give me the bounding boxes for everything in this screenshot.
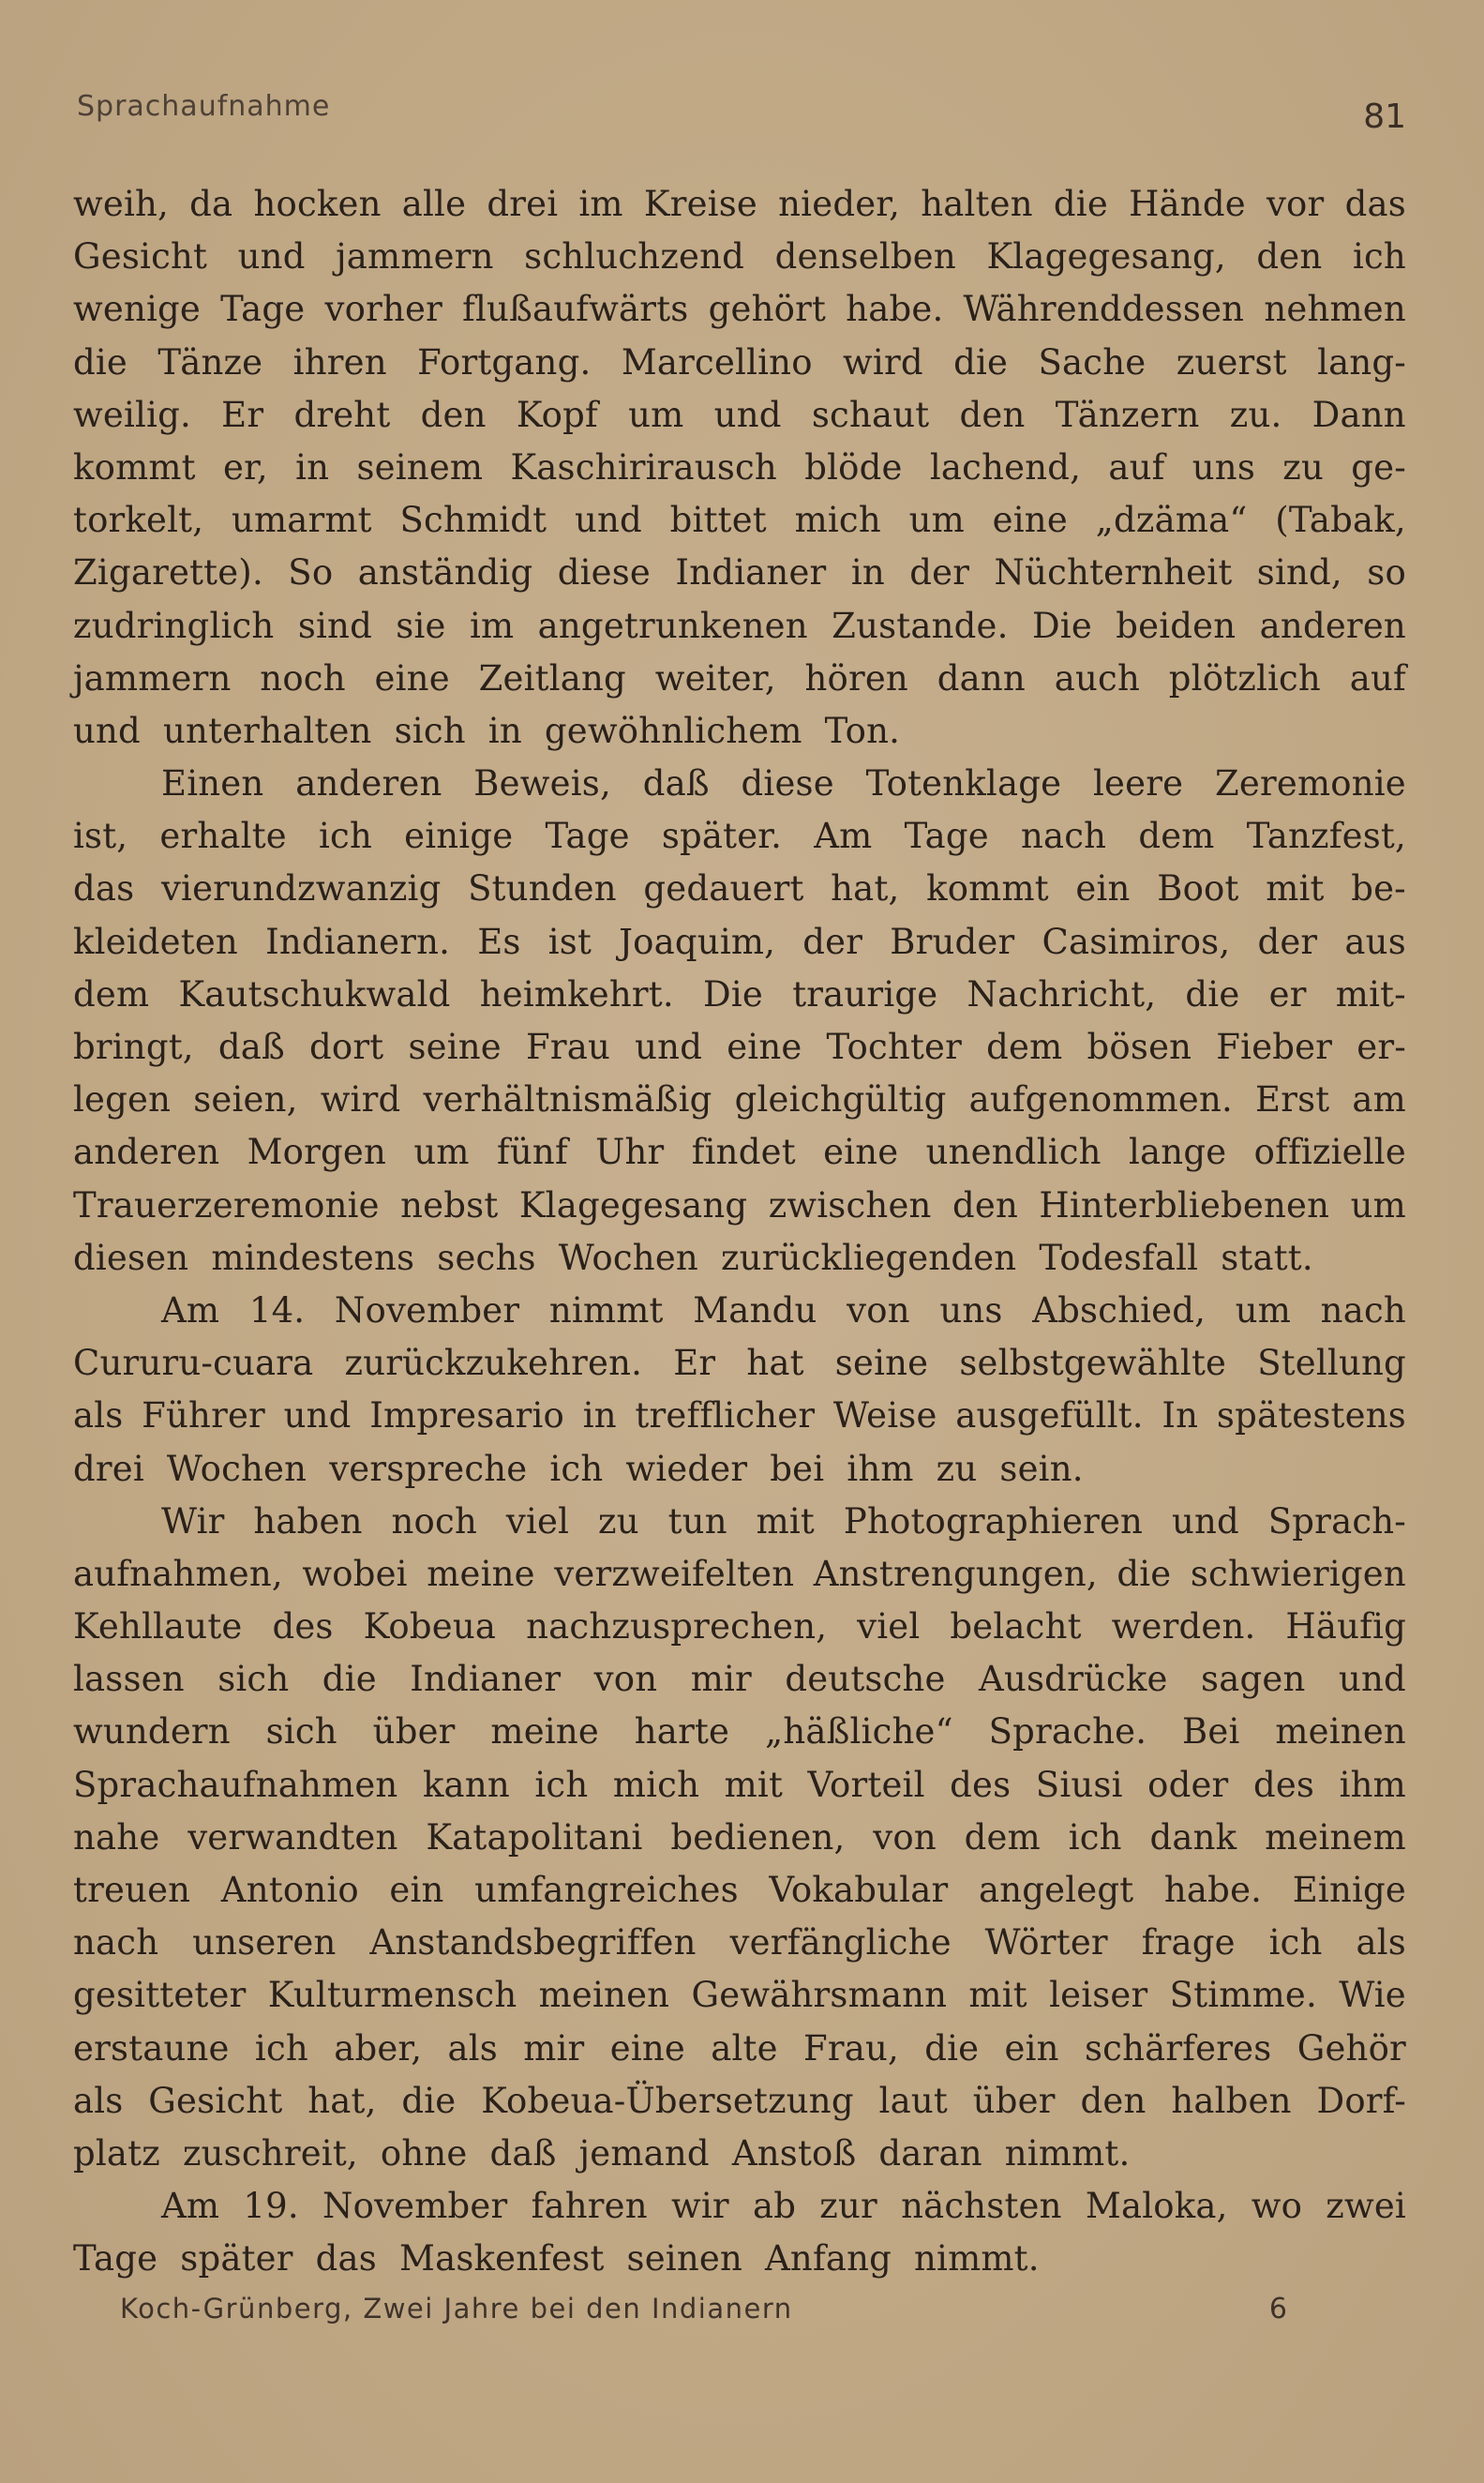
page-footer — [120, 2293, 1287, 2334]
text-line: und unterhalten sich in gewöhnlichem Ton. — [73, 710, 901, 751]
text-line: weih, da hocken alle drei im Kreise nieder, halten die Hände vor das — [73, 184, 1406, 224]
text-line: torkelt, umarmt Schmidt und bittet mich um eine „dzäma“ (Tabak, — [73, 500, 1406, 541]
text-line: die Tänze ihren Fortgang. Marcellino wird die Sache zuerst lang- — [73, 341, 1406, 383]
running-head — [77, 90, 1406, 137]
text-line: das vierundzwanzig Stunden gedauert hat, kommt ein Boot mit be- — [73, 868, 1406, 910]
text-line: platz zuschreit, ohne daß jemand Anstoß daran nimmt. — [73, 2132, 1131, 2174]
text-line: lassen sich die Indianer von mir deutsche Ausdrücke sagen und — [73, 1659, 1406, 1700]
text-line: Sprachaufnahmen kann ich mich mit Vorteil des Siusi oder des ihm — [73, 1764, 1406, 1805]
text-line: bringt, daß dort seine Frau und eine Tochter dem bösen Fieber er- — [73, 1027, 1406, 1067]
text-line: gesitteter Kulturmensch meinen Gewährsmann mit leiser Stimme. Wie — [73, 1975, 1406, 2016]
text-line: Einen anderen Beweis, daß diese Totenklage leere Zeremonie — [161, 763, 1406, 805]
text-line: kommt er, in seinem Kaschirirausch blöde lachend, auf uns zu ge- — [73, 446, 1406, 488]
text-line: nach unseren Anstandsbegriffen verfängliche Wörter frage ich als — [73, 1922, 1406, 1964]
signature-mark: 6 — [1268, 2293, 1287, 2325]
text-line: kleideten Indianern. Es ist Joaquim, der Bruder Casimiros, der aus — [73, 921, 1406, 962]
text-line: drei Wochen verspreche ich wieder bei ihm zu sein. — [73, 1448, 1084, 1489]
body-text — [73, 178, 1406, 2286]
text-line: dem Kautschukwald heimkehrt. Die traurige Nachricht, die er mit- — [73, 973, 1406, 1015]
text-line: Zigarette). So anständig diese Indianer in der Nüchternheit sind, so — [73, 552, 1406, 594]
text-line: Trauerzeremonie nebst Klagegesang zwischen den Hinterbliebenen um — [73, 1184, 1406, 1226]
text-line: Am 14. November nimmt Mandu von uns Abschied, um nach — [161, 1289, 1406, 1331]
text-line: als Führer und Impresario in trefflicher Weise ausgefüllt. In spätestens — [73, 1395, 1406, 1437]
text-line: diesen mindestens sechs Wochen zurückliegenden Todesfall statt. — [73, 1237, 1313, 1278]
text-line: als Gesicht hat, die Kobeua-Übersetzung laut über den halben Dorf- — [73, 2080, 1406, 2121]
text-line: ist, erhalte ich einige Tage später. Am Tage nach dem Tanzfest, — [73, 816, 1406, 857]
text-line: jammern noch eine Zeitlang weiter, hören dann auch plötzlich auf — [73, 657, 1406, 699]
running-title: Sprachaufnahme — [77, 90, 331, 123]
text-line: aufnahmen, wobei meine verzweifelten Anstrengungen, die schwierigen — [73, 1553, 1406, 1594]
text-line: Tage später das Maskenfest seinen Anfang nimmt. — [73, 2238, 1040, 2280]
text-line: Cururu-cuara zurückzukehren. Er hat seine selbstgewählte Stellung — [73, 1343, 1406, 1384]
page-number: 81 — [1363, 98, 1406, 136]
text-line: legen seien, wird verhältnismäßig gleichgültig aufgenommen. Erst am — [73, 1079, 1406, 1121]
text-line: Kehllaute des Kobeua nachzusprechen, viel belacht werden. Häufig — [73, 1606, 1406, 1648]
text-line: Gesicht und jammern schluchzend denselben Klagegesang, den ich — [73, 236, 1406, 278]
text-line: zudringlich sind sie im angetrunkenen Zustande. Die beiden anderen — [73, 605, 1406, 646]
text-line: nahe verwandten Katapolitani bedienen, von dem ich dank meinem — [73, 1816, 1406, 1858]
footer-citation: Koch-Grünberg, Zwei Jahre bei den Indianern — [120, 2293, 793, 2325]
text-line: Am 19. November fahren wir ab zur nächsten Maloka, wo zwei — [161, 2186, 1406, 2227]
text-line: treuen Antonio ein umfangreiches Vokabular angelegt habe. Einige — [73, 1870, 1406, 1910]
text-line: weilig. Er dreht den Kopf um und schaut den Tänzern zu. Dann — [73, 394, 1406, 435]
text-line: wundern sich über meine harte „häßliche“ Sprache. Bei meinen — [73, 1711, 1406, 1753]
text-line: wenige Tage vorher flußaufwärts gehört habe. Währenddessen nehmen — [73, 289, 1406, 330]
text-line: Wir haben noch viel zu tun mit Photographieren und Sprach- — [161, 1500, 1406, 1542]
text-line: erstaune ich aber, als mir eine alte Frau, die ein schärferes Gehör — [73, 2027, 1406, 2069]
text-line: anderen Morgen um fünf Uhr findet eine unendlich lange offizielle — [73, 1132, 1406, 1173]
